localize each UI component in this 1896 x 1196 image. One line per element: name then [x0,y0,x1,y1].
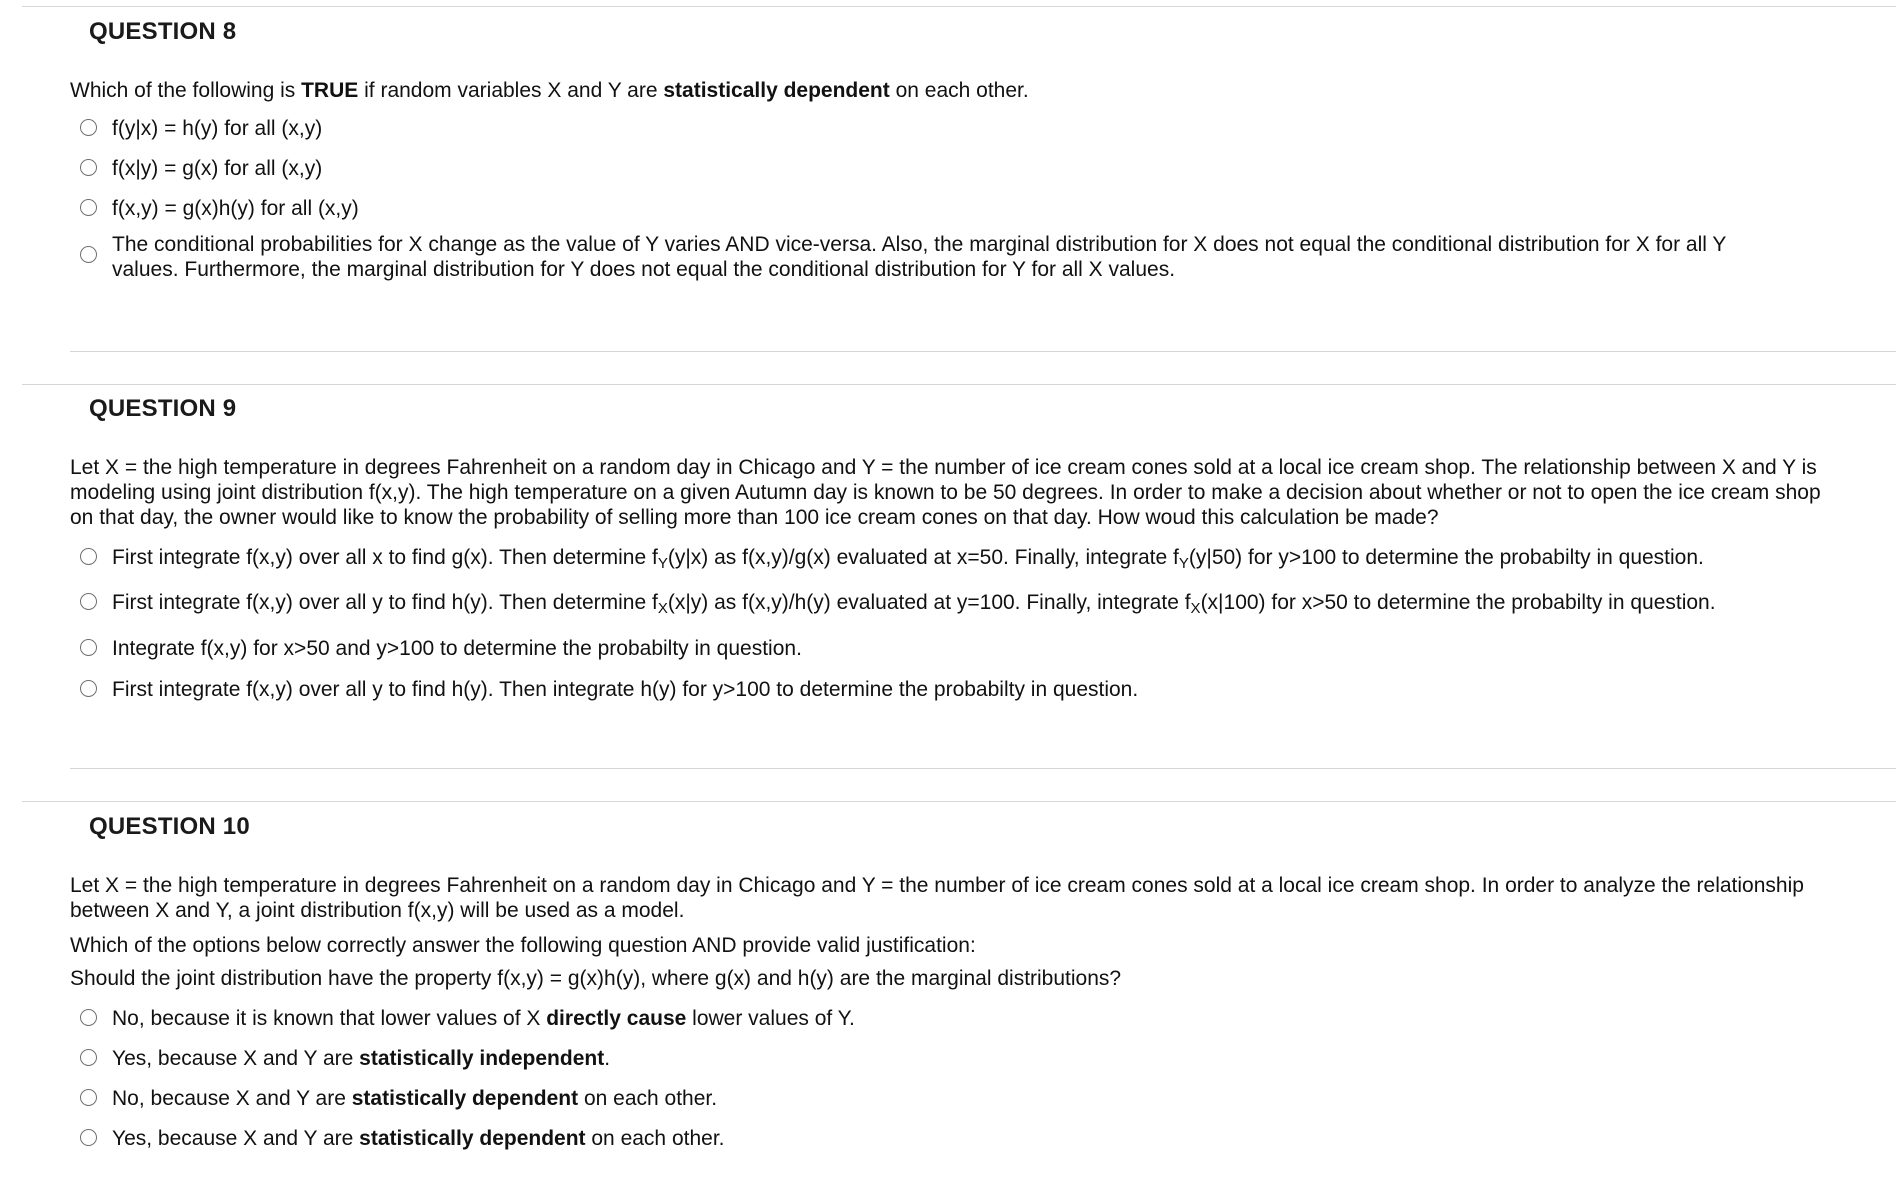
text-run: No, because X and Y are [112,1087,352,1110]
bold-text: statistically dependent [359,1127,586,1150]
text-run: f(x,y) = g(x)h(y) for all (x,y) [112,197,359,220]
radio-button[interactable] [80,159,97,176]
radio-button[interactable] [80,246,97,263]
answer-option[interactable] [80,1006,1780,1031]
bold-text: statistically independent [359,1047,605,1070]
text-run: No, because it is known that lower values of X [112,1007,547,1030]
option-label [112,1086,1780,1111]
question-title: QUESTION 9 [89,395,237,422]
question-title: QUESTION 10 [89,813,250,840]
answer-option[interactable] [80,156,1780,181]
top-divider [22,6,1896,7]
text-run: First integrate f(x,y) over all x to find g(x). Then determine f [112,546,658,569]
radio-button[interactable] [80,1009,97,1026]
option-label [112,196,1780,221]
text-run: if random variables X and Y are [358,79,664,102]
text-run: on each other. [578,1087,718,1110]
answer-option[interactable] [80,1086,1780,1111]
question-prompt [70,78,1840,103]
bold-text: directly cause [546,1007,687,1030]
option-label [112,1006,1780,1031]
subscript-text: X [1190,600,1201,617]
text-run: Integrate f(x,y) for x>50 and y>100 to determine the probabilty in question. [112,637,802,660]
text-run: on each other. [585,1127,725,1150]
text-run: Which of the following is [70,79,302,102]
answer-option[interactable] [80,116,1780,141]
text-run: (y|50) for y>100 to determine the probabilty in question. [1188,546,1704,569]
answer-option[interactable] [80,1126,1780,1151]
bold-text: statistically dependent [351,1087,579,1110]
answer-option[interactable] [80,545,1780,570]
text-run: f(x|y) = g(x) for all (x,y) [112,157,323,180]
radio-button[interactable] [80,1089,97,1106]
radio-button[interactable] [80,593,97,610]
option-label [112,545,1780,570]
option-label [112,677,1780,702]
text-run: First integrate f(x,y) over all y to find h(y). Then integrate h(y) for y>100 to determine the probabilty in question. [112,678,1139,701]
text-run: Yes, because X and Y are [112,1127,360,1150]
question-prompt-line-2: Which of the options below correctly answer the following question AND provide valid justification: [70,934,976,957]
option-label [112,590,1780,615]
q10-top-divider [22,801,1896,802]
answer-option[interactable] [80,636,1780,661]
option-label [112,1126,1780,1151]
text-run: First integrate f(x,y) over all y to find h(y). Then determine f [112,591,658,614]
text-run: . [604,1047,611,1070]
subscript-text: Y [657,555,668,572]
option-label [112,116,1780,141]
radio-button[interactable] [80,199,97,216]
text-run: The conditional probabilities for X change as the value of Y varies AND vice-versa. Also, the marginal distribution for X does not equal the conditional distribution for X for all Y values. Furthermore, the marginal distribution for Y does not equal the conditional distribution for Y for all X values. [112,233,1727,281]
answer-option[interactable] [80,1046,1780,1071]
question-prompt-line-3: Should the joint distribution have the property f(x,y) = g(x)h(y), where g(x) and h(y) are the marginal distributions? [70,967,1122,990]
bold-text: TRUE [301,79,359,102]
option-label [112,636,1780,661]
option-label [112,156,1780,181]
text-run: Let X = the high temperature in degrees Fahrenheit on a random day in Chicago and Y = the number of ice cream cones sold at a local ice cream shop. The relationship between X and Y is modeling using joint distribution f(x,y). The high temperature on a given Autumn day is known to be 50 degrees. In order to make a decision about whether or not to open the ice cream shop on that day, the owner would like to know the probability of selling more than 100 ice cream cones on that day. How woud this calculation be made? [70,456,1821,529]
text-run: on each other. [889,79,1029,102]
radio-button[interactable] [80,548,97,565]
text-run: (x|y) as f(x,y)/h(y) evaluated at y=100. Finally, integrate f [667,591,1191,614]
radio-button[interactable] [80,639,97,656]
q9-top-divider [22,384,1896,385]
question-prompt [70,873,1840,923]
radio-button[interactable] [80,1049,97,1066]
question-title: QUESTION 8 [89,18,237,45]
answer-option[interactable] [80,677,1780,702]
radio-button[interactable] [80,1129,97,1146]
answer-option[interactable] [80,196,1780,221]
q9-bottom-divider [70,768,1896,769]
radio-button[interactable] [80,119,97,136]
radio-button[interactable] [80,680,97,697]
text-run: Let X = the high temperature in degrees Fahrenheit on a random day in Chicago and Y = the number of ice cream cones sold at a local ice cream shop. In order to analyze the relationship between X and Y, a joint distribution f(x,y) will be used as a model. [70,874,1804,922]
option-label [112,1046,1780,1071]
option-label [112,232,1780,282]
text-run: (x|100) for x>50 to determine the probabilty in question. [1200,591,1716,614]
answer-option[interactable] [80,590,1780,615]
text-run: Yes, because X and Y are [112,1047,360,1070]
bold-text: statistically dependent [663,79,890,102]
text-run: lower values of Y. [686,1007,855,1030]
subscript-text: Y [1178,555,1189,572]
subscript-text: X [657,600,668,617]
question-prompt [70,455,1840,530]
q8-bottom-divider [70,351,1896,352]
text-run: f(y|x) = h(y) for all (x,y) [112,117,323,140]
answer-option[interactable] [80,232,1780,282]
text-run: (y|x) as f(x,y)/g(x) evaluated at x=50. Finally, integrate f [667,546,1179,569]
